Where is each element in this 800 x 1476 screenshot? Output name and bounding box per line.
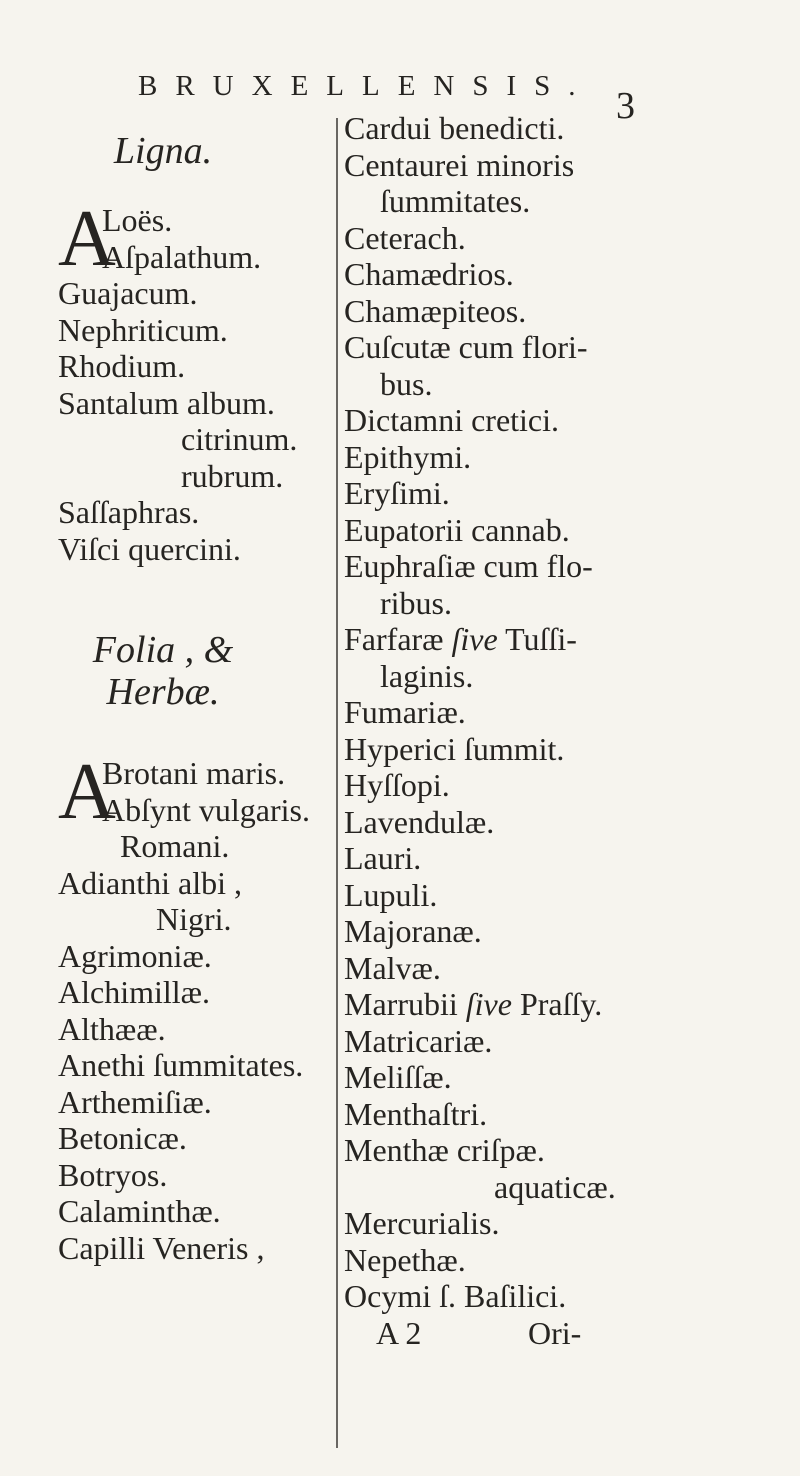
list-item: Ocymi ſ. Baſilici. [344, 1278, 567, 1314]
list-item: Viſci quercini. [58, 530, 241, 567]
list-item: Mercurialis. [344, 1205, 500, 1241]
list-item: Adianthi albi , [58, 864, 242, 901]
list-item: Epithymi. [344, 438, 472, 475]
list-item: Menthaſtri. [344, 1095, 488, 1132]
list-item: ribus. [380, 584, 452, 621]
list-item: Centaurei minoris [344, 146, 575, 183]
section-heading-ligna: Ligna. [113, 130, 213, 172]
text-run: Farfaræ [344, 621, 452, 657]
list-item: Abſynt vulgaris. [102, 791, 310, 828]
running-title: BRUXELLENSIS. [138, 70, 594, 102]
list-item: Calaminthæ. [58, 1193, 221, 1229]
list-item: Cuſcutæ cum flori- [344, 329, 588, 365]
list-item: Santalum album. [58, 384, 275, 421]
list-item: Nephriticum. [58, 311, 228, 348]
list-item: Althææ. [58, 1010, 166, 1047]
list-item: Matricariæ. [344, 1022, 493, 1059]
list-item: Chamæpiteos. [344, 292, 527, 329]
list-item: ſummitates. [380, 183, 531, 219]
list-item-farfarae [344, 621, 784, 658]
list-item: Majoranæ. [344, 913, 482, 949]
list-item: citrinum. [181, 421, 298, 457]
list-item: bus. [380, 365, 433, 402]
italic-text-run: ſive [451, 621, 498, 657]
dropcap-block-ligna [58, 195, 330, 283]
list-item: Arthemiſiæ. [58, 1083, 212, 1120]
section-heading-herbae: Herbæ. [106, 671, 220, 713]
dropcap-letter: A [58, 748, 116, 836]
list-item: Chamædrios. [344, 256, 514, 292]
list-item-marrubii [344, 986, 784, 1023]
list-item: Nepethæ. [344, 1241, 466, 1278]
column-divider [336, 118, 338, 1448]
list-item: Euphraſiæ cum flo- [344, 548, 593, 584]
list-item: Brotani maris. [102, 755, 286, 791]
list-item: rubrum. [181, 457, 284, 494]
left-column [58, 110, 330, 1266]
list-item: Nigri. [156, 901, 232, 937]
list-item: Hyperici ſummit. [344, 730, 565, 767]
list-item: Malvæ. [344, 949, 441, 986]
dropcap-letter: A [58, 195, 116, 283]
list-item: Alchimillæ. [58, 974, 210, 1010]
list-item: aquaticæ. [494, 1168, 616, 1205]
list-item: Anethi ſummitates. [58, 1047, 304, 1083]
list-item: Saſſaphras. [58, 494, 200, 530]
list-item: Lupuli. [344, 876, 438, 913]
right-column [344, 110, 784, 1351]
text-run: Tuſſi- [497, 621, 577, 657]
signature-mark: A 2 [376, 1314, 422, 1351]
list-item: Meliſſæ. [344, 1059, 452, 1095]
list-item: Capilli Veneris , [58, 1229, 265, 1266]
list-item: Ceterach. [344, 219, 466, 256]
list-item: Eupatorii cannab. [344, 511, 570, 548]
text-run: Praſſy. [511, 986, 603, 1022]
list-item: Menthæ criſpæ. [344, 1132, 545, 1168]
list-item: Aſpalathum. [102, 238, 262, 275]
list-item: Botryos. [58, 1156, 168, 1193]
list-item: Guajacum. [58, 275, 198, 311]
list-item: Lavendulæ. [344, 803, 495, 840]
catchword: Ori- [528, 1314, 582, 1351]
list-item: Fumariæ. [344, 694, 466, 730]
dropcap-block-folia [58, 748, 330, 836]
page-number: 3 [616, 85, 635, 127]
list-item: Cardui benedicti. [344, 110, 565, 146]
list-item: Romani. [120, 828, 230, 864]
list-item: Betonicæ. [58, 1120, 187, 1156]
list-item: Agrimoniæ. [58, 937, 212, 974]
page-footer [344, 1315, 784, 1351]
section-heading-folia: Folia , & [92, 629, 234, 671]
list-item: Loës. [102, 202, 173, 238]
list-item: laginis. [380, 657, 474, 694]
italic-text-run: ſive [465, 986, 512, 1022]
list-item: Dictamni cretici. [344, 402, 560, 438]
list-item: Rhodium. [58, 348, 186, 384]
text-run: Marrubii [344, 986, 466, 1022]
list-item: Hyſſopi. [344, 767, 450, 803]
list-item: Eryſimi. [344, 475, 450, 511]
list-item: Lauri. [344, 840, 422, 876]
